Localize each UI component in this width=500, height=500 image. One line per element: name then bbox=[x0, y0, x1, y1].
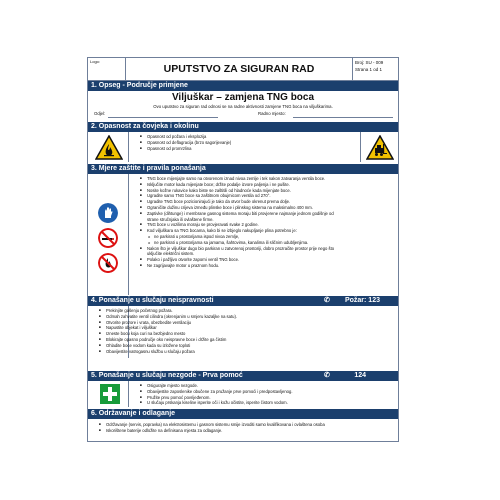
list-item: ■ Ograničite dužinu crijeva između plinske boce i plinskog sistema na maksimalno 400 mm. bbox=[140, 205, 335, 211]
section-3-divider bbox=[128, 174, 129, 295]
safety-instruction-sheet bbox=[87, 57, 399, 442]
phone-icon: ✆ bbox=[324, 372, 330, 379]
logo-label: Logo: bbox=[90, 59, 101, 64]
list-item: ■ TNG boce mijenjajte samo na otvorenom iznad nivoa zemlje i tek nakon zatvaranja ventila boce. bbox=[140, 176, 335, 182]
section-1-title: 1. Opseg - Područje primjene bbox=[91, 82, 188, 89]
document-meta bbox=[352, 58, 398, 80]
list-item: ■ Pružite prvu pomoć povrijeđenom. bbox=[140, 395, 293, 401]
first-aid-icon bbox=[100, 384, 120, 404]
list-item: ■ Osigurajte mjesto nezgode. bbox=[140, 383, 293, 389]
department-field-label: Odjel: bbox=[94, 111, 106, 116]
section-6-header bbox=[88, 409, 398, 419]
list-item: ■ Opasnost od deflagracija (brzo sagorijevanje) bbox=[140, 140, 231, 146]
section-5-list bbox=[140, 383, 293, 406]
list-item: ■ Održavanje (servis, popravka) na elektrosistemu i gasnom sistemu smije izvoditi samo kvalifikovana i ovlaštena osoba bbox=[99, 422, 325, 428]
section-1-description: Ovo uputstvo za siguran rad odnosi se na radne aktivnosti zamjene TNG boca na viljuškarima. bbox=[153, 104, 333, 109]
list-item: ■ Izneste bocu koja curi na bezbjedno mesto bbox=[99, 331, 237, 337]
list-item: ■ Ugradite TNG boce pozicionirajući je tako da otvor bude okrenut prema dolje. bbox=[140, 199, 335, 205]
list-item: ■ Nakon što je viljuškar dugo bio parkiran u zatvorenoj prostoriji, dobro prozračite prostor prije nego što uključite električni sistem. bbox=[140, 246, 335, 258]
section-3-header bbox=[88, 164, 398, 174]
list-item: ■ Odmah zahvatite ventil cilindra (okrenjanim u smjeru kazaljke na satu). bbox=[99, 314, 237, 320]
list-item: ■ Zaptivke (dihtunge) i membrane gasnog sistema moraju biti provjerene najmanje jednom godišnje od strane stručnjaka ili ovlaštene firme. bbox=[140, 211, 335, 223]
list-item: ■ Opasnost od požara i eksplozija bbox=[140, 134, 231, 140]
section-3-measures-list bbox=[140, 176, 335, 269]
list-subitem: o ne parkirati u prostorijama sa jamama, šahtovima, kanalima ili sličnim udubljenjima. bbox=[140, 240, 335, 246]
list-item: ■ Iskorištene baterije odložite na definisana mjesta za odlaganje. bbox=[99, 428, 325, 434]
section-2-divider-left bbox=[128, 132, 129, 162]
list-item: ■ Polako i pažljivo otvorite zaporni ventil TNG boce. bbox=[140, 257, 335, 263]
section-6-list bbox=[99, 422, 325, 434]
list-item: ■ Obavijestite vatrogasnu službu u slučaju požara bbox=[99, 349, 237, 355]
section-2-divider-right bbox=[360, 132, 361, 162]
section-5-title: 5. Ponašanje u slučaju nezgode - Prva pomoć bbox=[91, 372, 243, 379]
section-1-heading: Viljuškar – zamjena TNG boca bbox=[171, 92, 315, 103]
list-subitem: o ne parkirati u prostorijama ispod nivoa zemlje, bbox=[140, 234, 335, 240]
workplace-field-line[interactable] bbox=[293, 117, 393, 118]
no-fire-icon bbox=[98, 253, 118, 273]
section-5-divider bbox=[128, 381, 129, 407]
list-item: ■ Isključite motor kada mijenjate boce; držite podalje izvore paljenja i ne pušite. bbox=[140, 182, 335, 188]
section-2-title: 2. Opasnost za čovjeka i okolinu bbox=[91, 123, 199, 130]
section-4-header bbox=[88, 296, 398, 306]
list-item: ■ Ne zagrijavajte motor u praznom hodu. bbox=[140, 263, 335, 269]
section-6-title: 6. Održavanje i odlaganje bbox=[91, 410, 176, 417]
section-5-header bbox=[88, 371, 398, 381]
workplace-field-label: Radno mjesto: bbox=[258, 111, 286, 116]
list-item: ■ TNG boce u vozilima moraju se provjeravati svake 2 godine. bbox=[140, 222, 335, 228]
list-item: ■ Prekinjite gašenju početnog požara. bbox=[99, 308, 237, 314]
section-2-hazard-list bbox=[140, 134, 231, 151]
header bbox=[88, 58, 398, 81]
list-item: ■ Otvorite prozore i vrata, obezbedite ventilaciju bbox=[99, 320, 237, 326]
forklift-warning-icon bbox=[366, 135, 394, 160]
section-3-title: 3. Mjere zaštite i pravila ponašanja bbox=[91, 165, 206, 172]
list-item: ■ Opasnost od promrzlina bbox=[140, 146, 231, 152]
phone-icon: ✆ bbox=[324, 297, 330, 304]
fire-emergency-number: Požar: 123 bbox=[344, 297, 380, 304]
no-smoking-icon bbox=[98, 228, 118, 248]
department-field-line[interactable] bbox=[108, 117, 218, 118]
page-number: Strana 1 od 1 bbox=[355, 67, 383, 72]
page-title: UPUTSTVO ZA SIGURAN RAD bbox=[163, 63, 315, 75]
document-number: Broj: SU - 009 bbox=[355, 60, 384, 65]
fire-hazard-icon bbox=[95, 135, 123, 160]
section-1-header bbox=[88, 81, 398, 91]
gloves-required-icon bbox=[98, 203, 118, 223]
list-item: ■ Blokirajte opasno područje oko neispravne boce i držite ga čistim bbox=[99, 337, 237, 343]
list-item: ■ Nosite kožne rukavice kako biste se zaštitili od hladnoće kada mijenjate boce. bbox=[140, 188, 335, 194]
list-item: ■ Napustite objekat i viljuškar bbox=[99, 325, 237, 331]
section-4-title: 4. Ponašanje u slučaju neispravnosti bbox=[91, 297, 214, 304]
section-2-header bbox=[88, 122, 398, 132]
section-4-list bbox=[99, 308, 237, 354]
medical-emergency-number: 124 bbox=[354, 372, 366, 379]
list-item: ■ U slučaju prskanja kiseline isperite oči i kožu očistite, isperite čistom vodom. bbox=[140, 400, 293, 406]
list-item: ■ Kod viljuškara sa TNG bocama, kako bi se izbjeglo nakupljanje plina potrebno je: bbox=[140, 228, 335, 234]
list-item: ■ Obavijestite zaposlenike obučene za pružanje prve pomoći i predpostavljenog. bbox=[140, 389, 293, 395]
logo-box bbox=[88, 58, 126, 80]
list-item: ■ Ohladite boce vodom kada su izložene toploti bbox=[99, 343, 237, 349]
list-item: ■ Ugradite samo TNG boce sa zaštitnom obujmicom ventila od 270°. bbox=[140, 193, 335, 199]
